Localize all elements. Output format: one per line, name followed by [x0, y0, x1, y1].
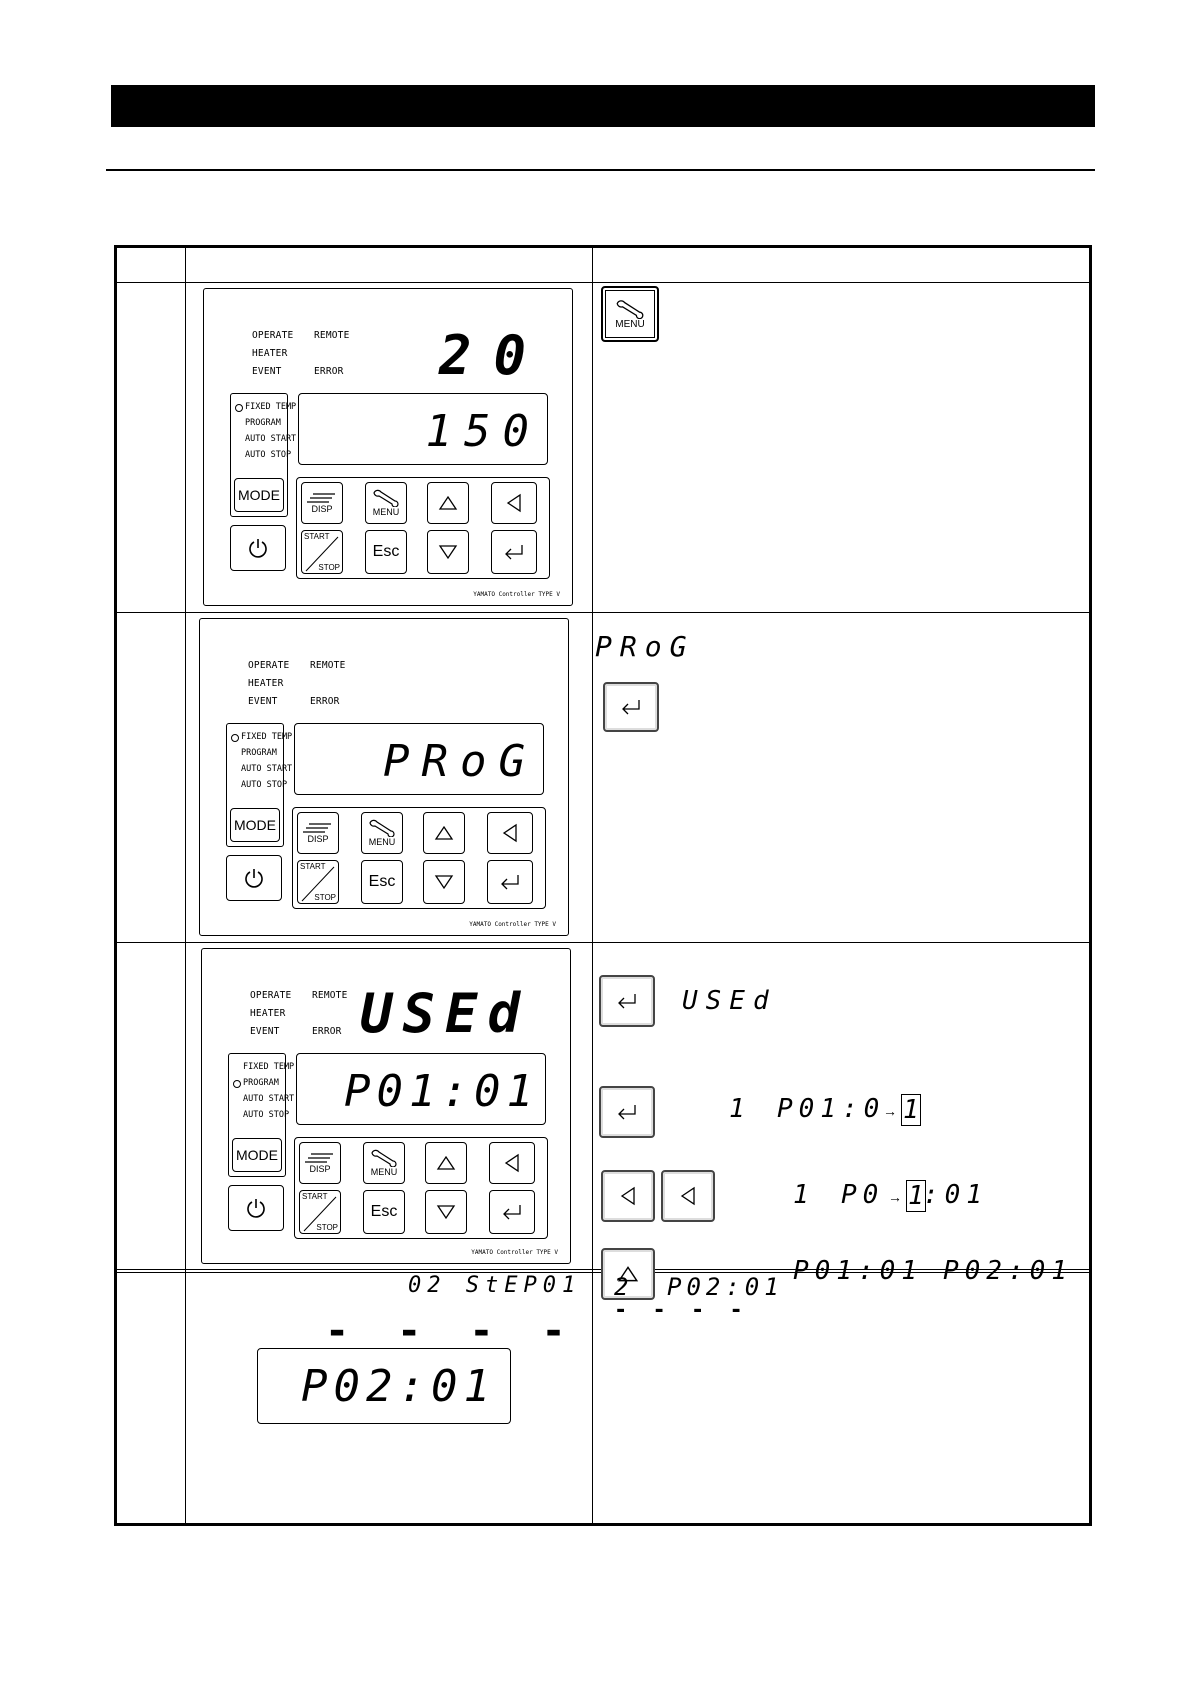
power-button[interactable] — [226, 855, 282, 901]
lower-display — [296, 1053, 546, 1125]
controller-caption: YAMATO Controller TYPE V — [471, 1249, 558, 1256]
left-triangle-icon — [619, 1186, 637, 1206]
event-label: EVENT — [250, 1026, 280, 1037]
up-triangle-icon — [438, 495, 458, 511]
menu-label[interactable]: MENU — [372, 507, 400, 517]
remote-label: REMOTE — [314, 330, 350, 341]
column-divider — [185, 248, 186, 1523]
down-triangle-icon — [436, 1204, 456, 1220]
left-key-illustration[interactable] — [601, 1170, 655, 1222]
program-value-before: P01:01 — [793, 1256, 923, 1286]
enter-icon — [502, 543, 526, 561]
operate-label: OPERATE — [250, 990, 292, 1001]
esc-button[interactable]: Esc — [363, 1190, 405, 1234]
power-icon — [243, 867, 265, 889]
enter-icon — [618, 698, 644, 716]
wrench-icon — [369, 1149, 399, 1167]
step-display: 02 StEP01 — [408, 1273, 582, 1298]
controller-caption: YAMATO Controller TYPE V — [469, 921, 556, 928]
disp-label: DISP — [311, 504, 333, 514]
wrench-icon — [614, 299, 646, 319]
row-divider — [117, 612, 1089, 613]
keypad — [296, 477, 550, 579]
program-value: :01 — [923, 1180, 988, 1210]
left-triangle-icon — [506, 493, 522, 513]
disp-button[interactable] — [301, 482, 343, 524]
auto-stop-label: AUTO STOP — [243, 1110, 290, 1120]
mode-button[interactable]: MODE — [230, 808, 280, 842]
menu-button[interactable] — [361, 812, 403, 854]
lower-display — [298, 393, 548, 465]
left-button[interactable] — [487, 812, 533, 854]
start-label: START — [300, 862, 326, 871]
keypad — [292, 807, 546, 909]
enter-key-illustration[interactable] — [603, 682, 659, 732]
stop-label: STOP — [318, 563, 340, 572]
up-triangle-icon — [436, 1155, 456, 1171]
menu-button[interactable] — [363, 1142, 405, 1184]
controller-panel-3 — [201, 948, 571, 1264]
arrow-icon: → — [888, 1189, 902, 1205]
program-value: P0 — [841, 1180, 885, 1210]
disp-button[interactable] — [299, 1142, 341, 1184]
dash-display: - - - - — [614, 1298, 749, 1323]
heater-label: HEATER — [252, 348, 288, 359]
lower-display — [257, 1348, 511, 1424]
cursor-digit: 1 — [908, 1181, 924, 1211]
controller-panel-2 — [199, 618, 569, 936]
row-divider — [117, 282, 1089, 283]
dash-display: - - - - — [325, 1308, 578, 1354]
heater-label: HEATER — [250, 1008, 286, 1019]
down-triangle-icon — [434, 874, 454, 890]
error-label: ERROR — [310, 696, 340, 707]
fixed-temp-label: FIXED TEMP — [245, 402, 297, 412]
enter-button[interactable] — [489, 1190, 535, 1234]
left-triangle-icon — [504, 1153, 520, 1173]
upper-display: USEd — [359, 982, 530, 1045]
menu-label[interactable]: MENU — [370, 1167, 398, 1177]
menu-button[interactable] — [365, 482, 407, 524]
fixed-temp-led — [231, 734, 239, 742]
disp-icon — [303, 822, 333, 834]
esc-button[interactable]: Esc — [365, 530, 407, 574]
disp-icon — [305, 1152, 335, 1164]
start-label: START — [304, 532, 330, 541]
prog-text: PRoG — [595, 630, 695, 663]
auto-stop-label: AUTO STOP — [245, 450, 292, 460]
auto-start-label: AUTO START — [243, 1094, 295, 1104]
disp-label: DISP — [309, 1164, 331, 1174]
procedure-table — [114, 245, 1092, 1526]
program-label: PROGRAM — [243, 1078, 279, 1088]
program-number: 1 — [729, 1094, 753, 1124]
enter-button[interactable] — [487, 860, 533, 904]
mode-button[interactable]: MODE — [234, 478, 284, 512]
down-button[interactable] — [423, 860, 465, 904]
operate-label: OPERATE — [252, 330, 294, 341]
heater-label: HEATER — [248, 678, 284, 689]
esc-button[interactable]: Esc — [361, 860, 403, 904]
remote-label: REMOTE — [310, 660, 346, 671]
used-text: USEd — [682, 986, 777, 1016]
auto-start-label: AUTO START — [241, 764, 293, 774]
upper-display: 20 — [438, 324, 548, 387]
program-label: PROGRAM — [245, 418, 281, 428]
power-icon — [247, 537, 269, 559]
left-button[interactable] — [491, 482, 537, 524]
menu-key-illustration[interactable] — [601, 286, 659, 342]
power-button[interactable] — [228, 1185, 284, 1231]
section-rule — [106, 169, 1095, 171]
mode-indicator-box — [226, 723, 293, 847]
auto-stop-label: AUTO STOP — [241, 780, 288, 790]
error-label: ERROR — [314, 366, 344, 377]
lower-display-value: 150 — [425, 406, 541, 457]
up-triangle-icon — [434, 825, 454, 841]
cursor-digit: 1 — [903, 1095, 919, 1125]
lower-display-value: PRoG — [383, 736, 537, 787]
mode-indicator-box — [230, 393, 297, 517]
event-label: EVENT — [248, 696, 278, 707]
program-number: 2 — [614, 1273, 637, 1301]
program-number: 1 — [793, 1180, 817, 1210]
lower-display — [294, 723, 544, 795]
mode-button[interactable]: MODE — [232, 1138, 282, 1172]
disp-icon — [307, 492, 337, 504]
menu-label[interactable]: MENU — [368, 837, 396, 847]
column-divider — [592, 248, 593, 1523]
up-button[interactable] — [423, 812, 465, 854]
lower-display-value: P02:01 — [301, 1361, 496, 1412]
controller-panel-1 — [203, 288, 573, 606]
program-value: P01:0 — [777, 1094, 886, 1124]
enter-icon — [500, 1203, 524, 1221]
power-button[interactable] — [230, 525, 286, 571]
start-stop-button[interactable] — [297, 860, 339, 904]
fixed-temp-label: FIXED TEMP — [243, 1062, 295, 1072]
power-icon — [245, 1197, 267, 1219]
left-triangle-icon — [679, 1186, 697, 1206]
left-button[interactable] — [489, 1142, 535, 1184]
event-label: EVENT — [252, 366, 282, 377]
enter-icon — [498, 873, 522, 891]
keypad — [294, 1137, 548, 1239]
down-triangle-icon — [438, 544, 458, 560]
row-divider — [117, 942, 1089, 943]
start-stop-button[interactable] — [299, 1190, 341, 1234]
program-label: PROGRAM — [241, 748, 277, 758]
program-value: P02:01 — [667, 1273, 784, 1301]
remote-label: REMOTE — [312, 990, 348, 1001]
operate-label: OPERATE — [248, 660, 290, 671]
mode-indicator-box — [228, 1053, 295, 1177]
menu-key-label: MENU — [615, 318, 645, 330]
start-stop-button[interactable] — [301, 530, 343, 574]
controller-caption: YAMATO Controller TYPE V — [473, 591, 560, 598]
fixed-temp-led — [235, 404, 243, 412]
down-button[interactable] — [425, 1190, 467, 1234]
up-button[interactable] — [427, 482, 469, 524]
disp-label: DISP — [307, 834, 329, 844]
stop-label: STOP — [316, 1223, 338, 1232]
left-key-illustration[interactable] — [661, 1170, 715, 1222]
start-label: START — [302, 1192, 328, 1201]
enter-button[interactable] — [491, 530, 537, 574]
program-value-after: P02:01 — [943, 1256, 1073, 1286]
enter-icon — [614, 992, 640, 1010]
lower-display-value: P01:01 — [344, 1066, 539, 1117]
error-label: ERROR — [312, 1026, 342, 1037]
program-led — [233, 1080, 241, 1088]
enter-key-illustration[interactable] — [599, 1086, 655, 1138]
enter-key-illustration[interactable] — [599, 975, 655, 1027]
down-button[interactable] — [427, 530, 469, 574]
wrench-icon — [371, 489, 401, 507]
fixed-temp-label: FIXED TEMP — [241, 732, 293, 742]
header-bar — [111, 85, 1095, 127]
up-button[interactable] — [425, 1142, 467, 1184]
left-triangle-icon — [502, 823, 518, 843]
disp-button[interactable] — [297, 812, 339, 854]
enter-icon — [614, 1103, 640, 1121]
auto-start-label: AUTO START — [245, 434, 297, 444]
arrow-icon: → — [883, 1103, 897, 1119]
stop-label: STOP — [314, 893, 336, 902]
wrench-icon — [367, 819, 397, 837]
